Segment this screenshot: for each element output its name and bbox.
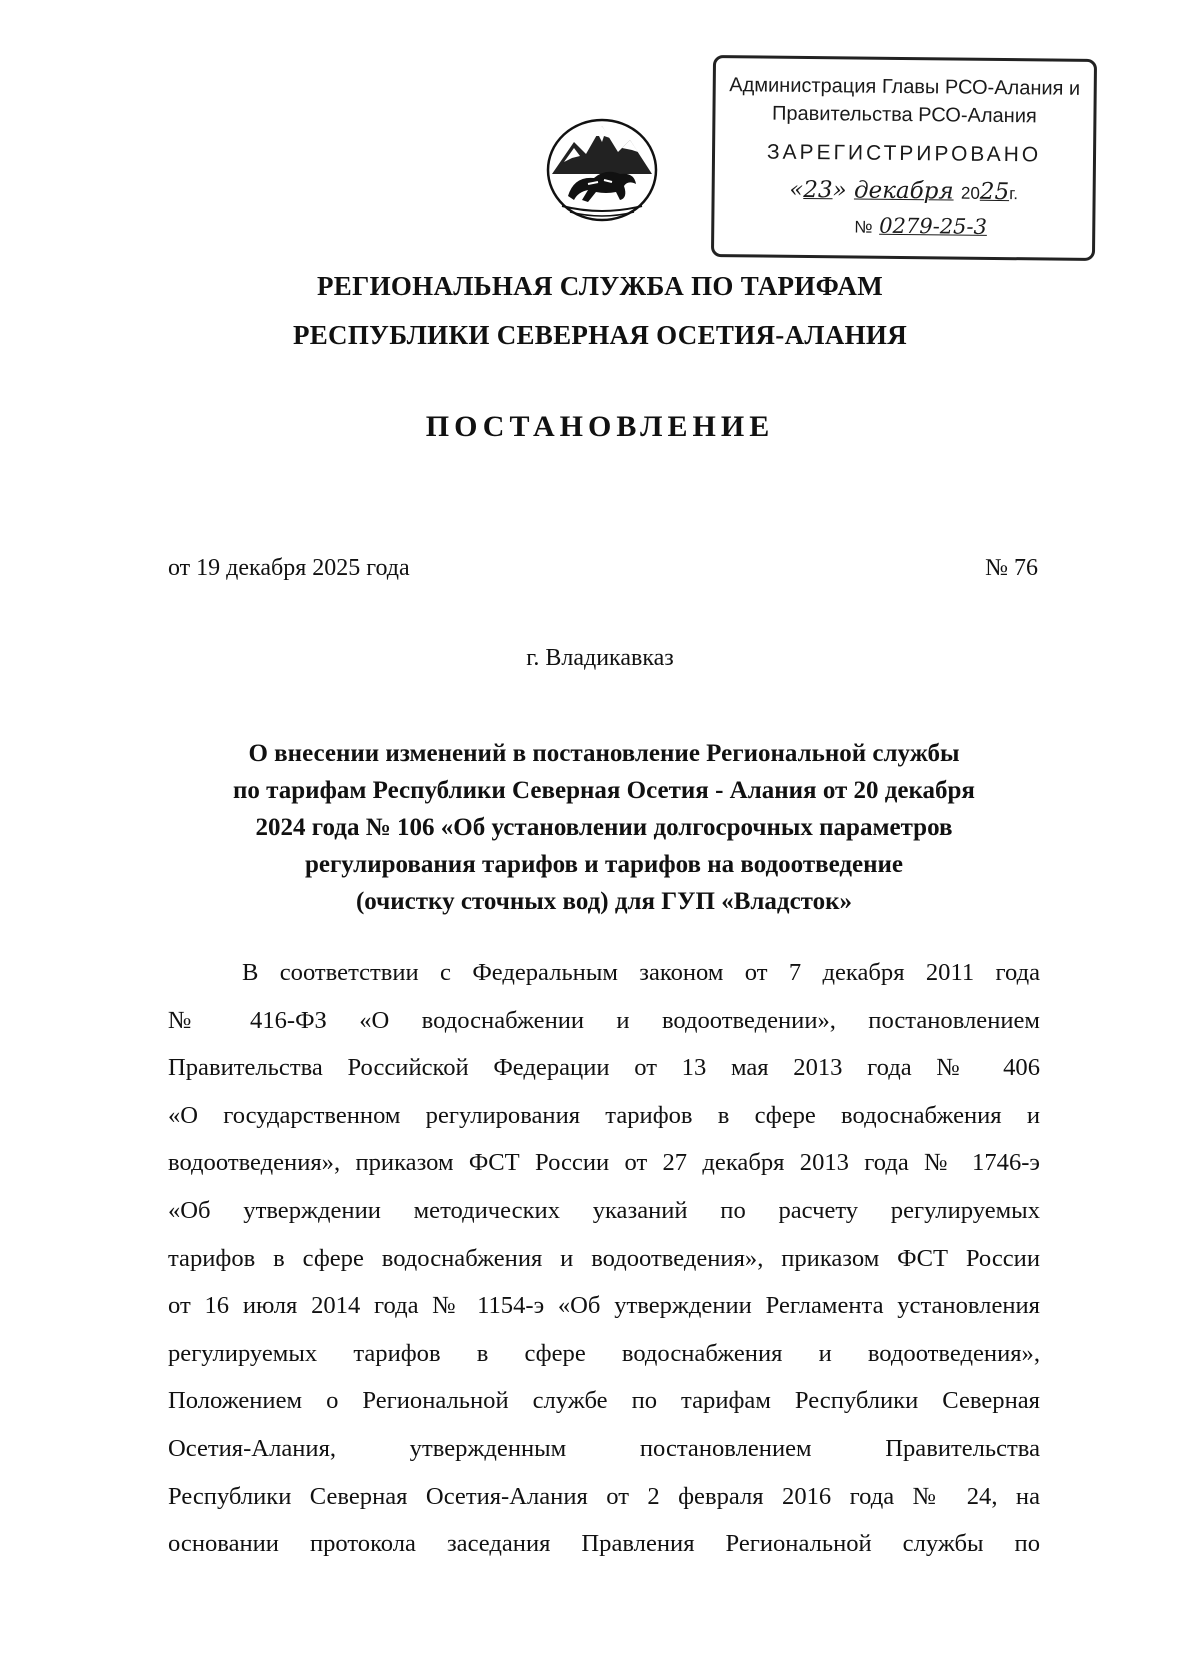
stamp-date-suffix: г. [1009, 184, 1019, 204]
body-line: тарифов в сфере водоснабжения и водоотведения», приказом ФСТ России [168, 1244, 1040, 1272]
stamp-number-value: 0279-25-3 [879, 213, 988, 239]
document-type: ПОСТАНОВЛЕНИЕ [425, 410, 775, 443]
body-line: Правительства Российской Федерации от 13 мая 2013 года № 406 [168, 1054, 1040, 1082]
stamp-number [854, 213, 987, 238]
body-line: водоотведения», приказом ФСТ России от 27 декабря 2013 года № 1746-э [168, 1149, 1040, 1177]
stamp-date-day: 23 [803, 176, 833, 204]
body-line: В соответствии с Федеральным законом от 7 декабря 2011 года [242, 959, 1040, 986]
body-line: «О государственном регулирования тарифов в сфере водоснабжения и [168, 1101, 1040, 1129]
coat-of-arms-icon [544, 114, 660, 224]
stamp-line-2: Правительства РСО-Алания [771, 102, 1037, 128]
org-name-line-1: РЕГИОНАЛЬНАЯ СЛУЖБА ПО ТАРИФАМ [317, 271, 883, 301]
title-line: регулирования тарифов и тарифов на водоотведение [304, 851, 904, 878]
body-line: регулируемых тарифов в сфере водоснабжения и водоотведения», [168, 1339, 1040, 1367]
stamp-line-1: Администрация Главы РСО-Алания и [729, 74, 1081, 100]
title-line: О внесении изменений в постановление Региональной службы [248, 740, 960, 767]
document-city: г. Владикавказ [526, 645, 674, 671]
body-line: Положением о Региональной службе по тарифам Республики Северная [168, 1387, 1040, 1415]
stamp-number-prefix: № [854, 217, 873, 237]
stamp-registered: ЗАРЕГИСТРИРОВАНО [766, 140, 1042, 167]
stamp-date-month: декабря [853, 177, 954, 205]
body-line: «Об утверждении методических указаний по расчету регулируемых [168, 1196, 1040, 1224]
registration-stamp [711, 55, 1097, 261]
body-line: Республики Северная Осетия-Алания от 2 февраля 2016 года № 24, на [168, 1482, 1040, 1510]
body-paragraph [168, 949, 1040, 1568]
body-line: от 16 июля 2014 года № 1154-э «Об утверждении Регламента установления [168, 1292, 1040, 1320]
stamp-date-year: 25 [979, 178, 1010, 206]
body-line: Осетия-Алания, утвержденным постановлением Правительства [168, 1434, 1040, 1462]
title-line: 2024 года № 106 «Об установлении долгосрочных параметров [255, 814, 953, 841]
stamp-date-year-prefix: 20 [960, 183, 980, 203]
title-line: по тарифам Республики Северная Осетия - Алания от 20 декабря [233, 777, 975, 804]
org-name-line-2: РЕСПУБЛИКИ СЕВЕРНАЯ ОСЕТИЯ-АЛАНИЯ [292, 320, 908, 350]
body-line: основании протокола заседания Правления Региональной службы по [168, 1530, 1040, 1558]
title-line: (очистку сточных вод) для ГУП «Владсток» [355, 888, 853, 915]
stamp-date-mid: » [832, 177, 847, 204]
body-line: № 416-ФЗ «О водоснабжении и водоотведении», постановлением [168, 1006, 1040, 1034]
stamp-date [715, 176, 1093, 206]
document-title [170, 735, 1038, 920]
stamp-date-open: « [789, 176, 804, 203]
document-date: от 19 декабря 2025 года [168, 555, 410, 581]
document-number: № 76 [985, 555, 1038, 581]
